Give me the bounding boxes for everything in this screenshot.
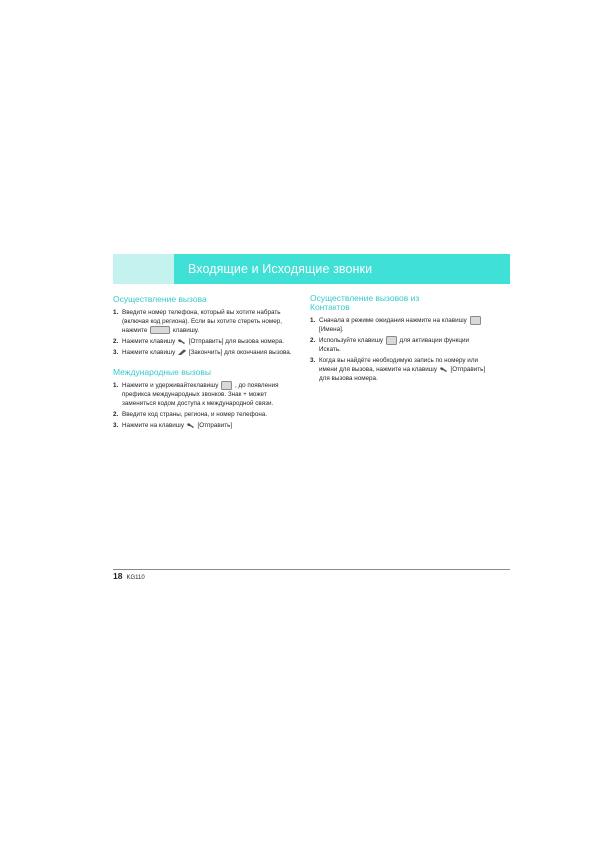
step-text: [Имена]. [319, 326, 344, 334]
step-text: Когда вы найдёте необходимую запись по номеру или имени для вызова, нажмите на клавишу [319, 357, 479, 374]
banner-accent-block [113, 254, 174, 284]
footer-divider [113, 569, 510, 570]
step-text: [Отправить] [197, 422, 233, 430]
list-item [113, 381, 293, 408]
end-key-icon [177, 349, 187, 356]
page-footer [113, 571, 145, 581]
step-text: [Отправить] для вызова номера. [188, 338, 285, 345]
step-text: , до появления префикса международных звонков. Знак + может замениться кодом доступа к международной связи. [122, 382, 279, 408]
steps-making-call [113, 308, 293, 357]
list-item [310, 316, 490, 334]
step-number: 2. [113, 411, 119, 419]
zero-key-icon [221, 381, 232, 390]
step-text: Нажмите клавишу [122, 338, 176, 345]
step-text: Нажмите клавишу [122, 349, 176, 356]
step-number: 1. [113, 309, 119, 316]
left-column [113, 294, 293, 438]
step-text: [Закончить] для окончания вызова. [188, 349, 292, 356]
steps-international-calls [113, 381, 293, 430]
step-text: Нажмите на клавишу [122, 422, 184, 430]
list-item [113, 421, 293, 430]
step-text: для активации функции Искать. [319, 337, 470, 354]
right-column [310, 294, 490, 391]
nav-key-icon [386, 336, 397, 345]
list-item [113, 308, 293, 335]
list-item [310, 356, 490, 383]
step-number: 1. [113, 382, 119, 389]
step-text: Введите номер телефона, который вы хотите набрать (включая код региона). Если вы хотите стереть номер, нажмите [122, 309, 282, 334]
list-item [310, 336, 490, 354]
list-item [113, 337, 293, 346]
step-number: 2. [310, 337, 316, 345]
section-heading-international-calls: Международные вызовы [113, 367, 212, 377]
list-item [113, 348, 293, 357]
step-number: 3. [113, 349, 119, 356]
step-text: Используйте клавишу [319, 337, 384, 345]
clear-key-icon [150, 326, 170, 334]
send-key-icon [177, 338, 187, 345]
send-key-icon [439, 366, 449, 373]
step-number: 3. [310, 357, 316, 365]
section-heading-calling-contacts [310, 294, 490, 312]
step-text: [Отправить] для вызова номера. [319, 366, 486, 383]
names-key-icon [470, 316, 481, 325]
page-title: Входящие и Исходящие звонки [188, 262, 373, 276]
section-heading-making-call: Осуществление вызова [113, 294, 207, 304]
heading-line: Осуществление вызовов из [310, 293, 420, 303]
list-item [113, 410, 293, 419]
step-text: клавишу. [172, 327, 200, 334]
step-number: 2. [113, 338, 119, 345]
step-number: 1. [310, 317, 316, 324]
step-number: 3. [113, 422, 119, 430]
model-name: KG110 [126, 575, 145, 581]
page-number: 18 [113, 571, 123, 581]
step-text: Нажмите и удерживайтеклавишу [122, 382, 219, 390]
send-key-icon [186, 422, 196, 429]
heading-line: Контактов [310, 302, 350, 312]
steps-calling-contacts [310, 316, 490, 383]
section-banner [113, 254, 510, 284]
step-text: Сначала в режиме ожидания нажмите на клавишу [319, 317, 467, 325]
banner-title-bar [174, 254, 510, 284]
step-text: Введите код страны, региона, и номер телефона. [122, 411, 268, 419]
